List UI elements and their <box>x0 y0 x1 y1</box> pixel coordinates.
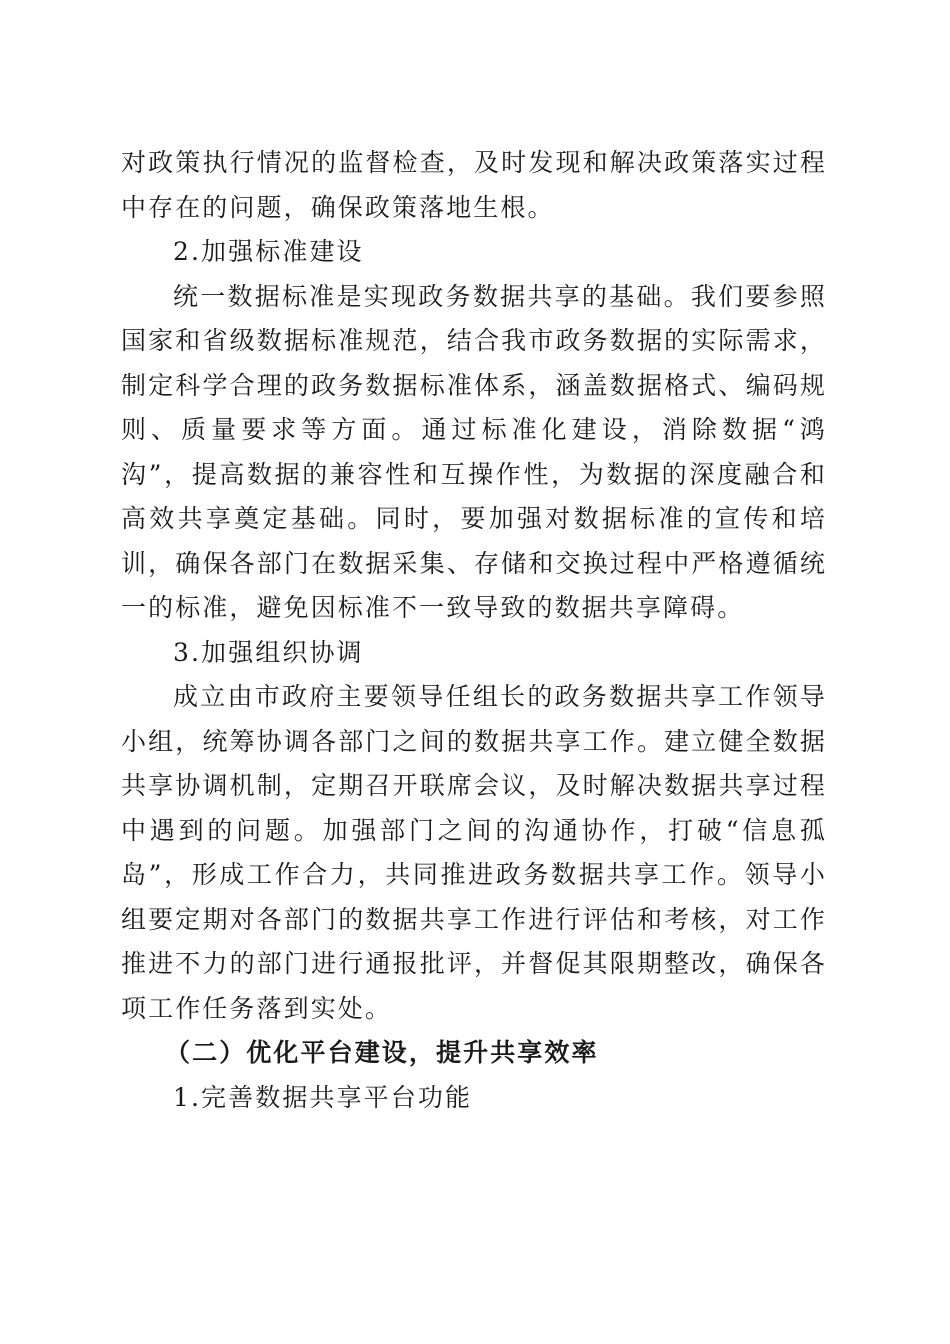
body-paragraph-coordination: 成立由市政府主要领导任组长的政务数据共享工作领导小组，统筹协调各部门之间的数据共享工作。建立健全数据共享协调机制，定期召开联席会议，及时解决数据共享过程中遇到的问题。加强部门之间的沟通协作，打破“信息孤岛”，形成工作合力，共同推进政务数据共享工作。领导小组要定期对各部门的数据共享工作进行评估和考核，对工作推进不力的部门进行通报批评，并督促其限期整改，确保各项工作任务落到实处。 <box>121 682 827 1023</box>
section-heading-standards: 2.加强标准建设 <box>173 237 364 266</box>
section-heading-coordination: 3.加强组织协调 <box>173 637 364 667</box>
body-paragraph-standards: 统一数据标准是实现政务数据共享的基础。我们要参照国家和省级数据标准规范，结合我市政务数据的实际需求，制定科学合理的政务数据标准体系，涵盖数据格式、编码规则、质量要求等方面。通过标准化建设，消除数据“鸿沟”，提高数据的兼容性和互操作性，为数据的深度融合和高效共享奠定基础。同时，要加强对数据标准的宣传和培训，确保各部门在数据采集、存储和交换过程中严格遵循统一的标准，避免因标准不一致导致的数据共享障碍。 <box>121 281 827 622</box>
continuation-paragraph: 对政策执行情况的监督检查，及时发现和解决政策落实过程中存在的问题，确保政策落地生根。 <box>121 148 827 222</box>
section-heading-platform-functions: 1.完善数据共享平台功能 <box>173 1082 473 1112</box>
document-body <box>121 141 827 1120</box>
section-heading-platform: （二）优化平台建设，提升共享效率 <box>165 1038 599 1067</box>
